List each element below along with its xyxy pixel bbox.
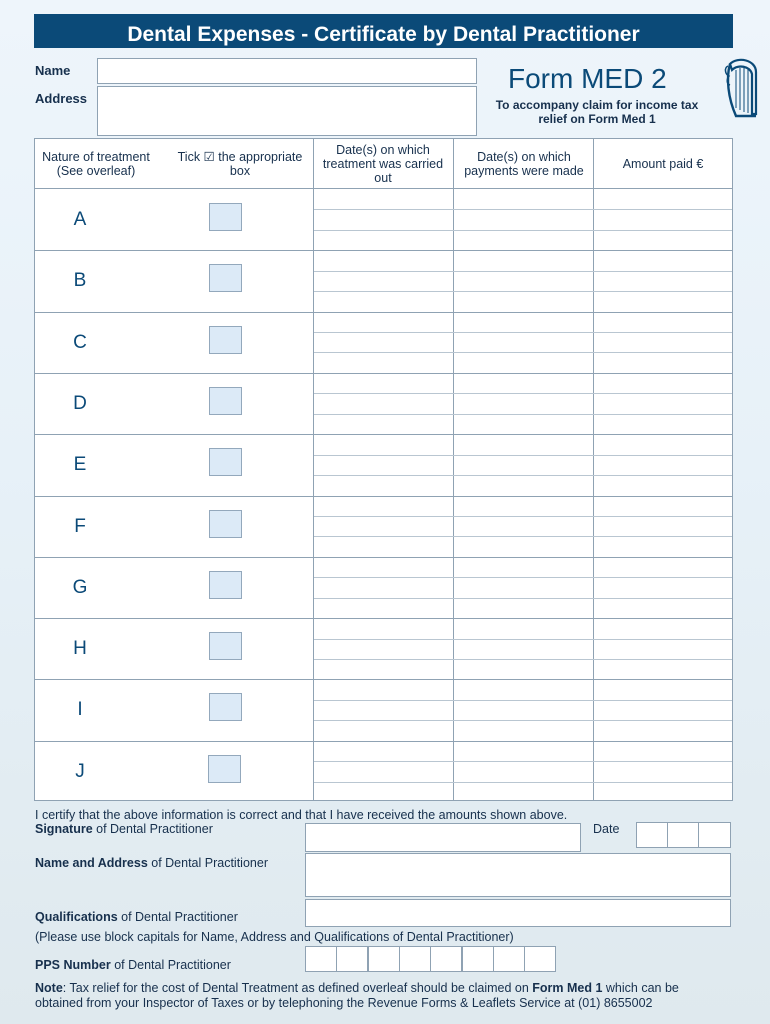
name-input[interactable] — [97, 58, 477, 84]
pps-digit-box[interactable] — [305, 946, 337, 972]
checkbox-icon[interactable] — [209, 387, 242, 415]
treatment-date-entry[interactable] — [314, 496, 453, 516]
checkbox-icon[interactable] — [208, 755, 241, 783]
payment-date-entry[interactable] — [454, 761, 593, 781]
pps-digit-box[interactable] — [368, 946, 400, 972]
amount-entry[interactable] — [594, 455, 733, 475]
form-code: Form MED 2 — [508, 63, 667, 94]
amount-entry[interactable] — [594, 291, 733, 311]
amount-entry[interactable] — [594, 720, 733, 740]
treatment-date-entry[interactable] — [314, 782, 453, 802]
treatment-date-entry[interactable] — [314, 373, 453, 393]
col-header-treatment: Nature of treatment (See overleaf) — [42, 150, 150, 178]
payment-date-entry[interactable] — [454, 189, 593, 209]
treatment-date-entry[interactable] — [314, 741, 453, 761]
pps-digit-box[interactable] — [524, 946, 556, 972]
row-letter: I — [77, 699, 83, 720]
signature-field[interactable] — [305, 823, 581, 852]
amount-entry[interactable] — [594, 639, 733, 659]
treatment-date-entry[interactable] — [314, 352, 453, 372]
row-letter: J — [75, 761, 85, 782]
row-letter: E — [73, 454, 87, 475]
amount-entry[interactable] — [594, 352, 733, 372]
row-letter: D — [73, 393, 87, 414]
treatment-date-entry[interactable] — [314, 414, 453, 434]
row-letter: C — [73, 332, 87, 353]
amount-entry[interactable] — [594, 782, 733, 802]
treatment-date-entry[interactable] — [314, 209, 453, 229]
payment-date-entry[interactable] — [454, 536, 593, 556]
payment-date-entry[interactable] — [454, 496, 593, 516]
row-letter: A — [73, 209, 87, 230]
payment-date-entry[interactable] — [454, 393, 593, 413]
pps-digit-box[interactable] — [336, 946, 368, 972]
checkbox-icon[interactable] — [209, 510, 242, 538]
form-heading: Dental Expenses - Certificate by Dental Practitioner — [127, 23, 640, 46]
pps-digit-box[interactable] — [493, 946, 525, 972]
pps-digit-box[interactable] — [399, 946, 431, 972]
payment-date-entry[interactable] — [454, 332, 593, 352]
practitioner-name-address-field[interactable] — [305, 853, 731, 897]
treatment-date-entry[interactable] — [314, 291, 453, 311]
amount-entry[interactable] — [594, 557, 733, 577]
payment-date-entry[interactable] — [454, 679, 593, 699]
amount-entry[interactable] — [594, 393, 733, 413]
harp-icon — [722, 58, 762, 120]
checkbox-icon[interactable] — [209, 203, 242, 231]
amount-entry[interactable] — [594, 618, 733, 638]
amount-entry[interactable] — [594, 659, 733, 679]
payment-date-entry[interactable] — [454, 414, 593, 434]
amount-entry[interactable] — [594, 761, 733, 781]
amount-entry[interactable] — [594, 189, 733, 209]
col-header-amount: Amount paid € — [622, 157, 704, 171]
amount-entry[interactable] — [594, 209, 733, 229]
qualifications-label: Qualifications of Dental Practitioner — [35, 910, 238, 924]
payment-date-entry[interactable] — [454, 659, 593, 679]
name-label: Name — [35, 63, 71, 78]
payment-date-entry[interactable] — [454, 577, 593, 597]
payment-date-entry[interactable] — [454, 618, 593, 638]
treatment-date-entry[interactable] — [314, 455, 453, 475]
payment-date-entry[interactable] — [454, 782, 593, 802]
form-subtitle: To accompany claim for income tax relief on Form Med 1 — [495, 98, 699, 126]
payment-date-entry[interactable] — [454, 557, 593, 577]
treatment-table — [34, 138, 733, 801]
row-letter: F — [74, 516, 86, 537]
block-capitals-note: (Please use block capitals for Name, Address and Qualifications of Dental Practitioner) — [35, 930, 514, 944]
treatment-date-entry[interactable] — [314, 700, 453, 720]
treatment-date-entry[interactable] — [314, 434, 453, 454]
amount-entry[interactable] — [594, 577, 733, 597]
payment-date-entry[interactable] — [454, 291, 593, 311]
footer-note: Note: Tax relief for the cost of Dental Treatment as defined overleaf should be claimed on Form Med 1 which can be obtained from your Inspector of Taxes or by telephoning the Revenue Forms & Leaflets Service at (01) 8655002 — [35, 981, 679, 1010]
amount-entry[interactable] — [594, 475, 733, 495]
payment-date-entry[interactable] — [454, 720, 593, 740]
treatment-date-entry[interactable] — [314, 720, 453, 740]
payment-date-entry[interactable] — [454, 475, 593, 495]
treatment-date-entry[interactable] — [314, 271, 453, 291]
amount-entry[interactable] — [594, 496, 733, 516]
payment-date-entry[interactable] — [454, 639, 593, 659]
payment-date-entry[interactable] — [454, 700, 593, 720]
address-input[interactable] — [97, 86, 477, 136]
treatment-date-entry[interactable] — [314, 230, 453, 250]
treatment-date-entry[interactable] — [314, 312, 453, 332]
payment-date-entry[interactable] — [454, 250, 593, 270]
amount-entry[interactable] — [594, 434, 733, 454]
treatment-date-entry[interactable] — [314, 639, 453, 659]
date-digit-box[interactable] — [698, 822, 731, 848]
treatment-date-entry[interactable] — [314, 250, 453, 270]
treatment-date-entry[interactable] — [314, 536, 453, 556]
amount-entry[interactable] — [594, 679, 733, 699]
amount-entry[interactable] — [594, 536, 733, 556]
treatment-date-entry[interactable] — [314, 557, 453, 577]
checkbox-icon[interactable] — [209, 264, 242, 292]
payment-date-entry[interactable] — [454, 373, 593, 393]
amount-entry[interactable] — [594, 700, 733, 720]
pps-digit-box[interactable] — [430, 946, 462, 972]
col-header-treatment-dates: Date(s) on which treatment was carried out — [322, 143, 444, 185]
form-header — [34, 14, 733, 48]
checkbox-icon[interactable] — [209, 326, 242, 354]
treatment-date-entry[interactable] — [314, 598, 453, 618]
amount-entry[interactable] — [594, 271, 733, 291]
date-label: Date — [593, 822, 620, 836]
date-digit-box[interactable] — [667, 822, 699, 848]
amount-entry[interactable] — [594, 741, 733, 761]
certification-statement: I certify that the above information is correct and that I have received the amounts shown above. — [35, 808, 568, 822]
pps-label: PPS Number of Dental Practitioner — [35, 958, 231, 972]
amount-entry[interactable] — [594, 332, 733, 352]
payment-date-entry[interactable] — [454, 434, 593, 454]
amount-entry[interactable] — [594, 516, 733, 536]
name-address-label: Name and Address of Dental Practitioner — [35, 856, 268, 870]
amount-entry[interactable] — [594, 250, 733, 270]
pps-digit-box[interactable] — [462, 946, 494, 972]
treatment-date-entry[interactable] — [314, 516, 453, 536]
col-header-payment-dates: Date(s) on which payments were made — [464, 150, 584, 178]
col-header-tick: Tick ☑ the appropriate box — [177, 150, 303, 178]
treatment-date-entry[interactable] — [314, 761, 453, 781]
checkbox-icon[interactable] — [209, 571, 242, 599]
signature-label: Signature of Dental Practitioner — [35, 822, 213, 836]
treatment-date-entry[interactable] — [314, 577, 453, 597]
qualifications-field[interactable] — [305, 899, 731, 927]
row-letter: G — [72, 577, 88, 598]
payment-date-entry[interactable] — [454, 312, 593, 332]
row-letter: B — [73, 270, 87, 291]
treatment-date-entry[interactable] — [314, 189, 453, 209]
checkbox-icon[interactable] — [209, 632, 242, 660]
checkbox-icon[interactable] — [209, 693, 242, 721]
treatment-date-entry[interactable] — [314, 332, 453, 352]
payment-date-entry[interactable] — [454, 598, 593, 618]
payment-date-entry[interactable] — [454, 352, 593, 372]
payment-date-entry[interactable] — [454, 516, 593, 536]
amount-entry[interactable] — [594, 230, 733, 250]
amount-entry[interactable] — [594, 414, 733, 434]
payment-date-entry[interactable] — [454, 271, 593, 291]
payment-date-entry[interactable] — [454, 741, 593, 761]
checkbox-icon[interactable] — [209, 448, 242, 476]
amount-entry[interactable] — [594, 598, 733, 618]
treatment-date-entry[interactable] — [314, 393, 453, 413]
amount-entry[interactable] — [594, 312, 733, 332]
amount-entry[interactable] — [594, 373, 733, 393]
treatment-date-entry[interactable] — [314, 659, 453, 679]
treatment-date-entry[interactable] — [314, 679, 453, 699]
treatment-date-entry[interactable] — [314, 618, 453, 638]
payment-date-entry[interactable] — [454, 209, 593, 229]
address-label: Address — [35, 91, 88, 106]
row-letter: H — [73, 638, 87, 659]
payment-date-entry[interactable] — [454, 455, 593, 475]
payment-date-entry[interactable] — [454, 230, 593, 250]
treatment-date-entry[interactable] — [314, 475, 453, 495]
date-digit-box[interactable] — [636, 822, 668, 848]
